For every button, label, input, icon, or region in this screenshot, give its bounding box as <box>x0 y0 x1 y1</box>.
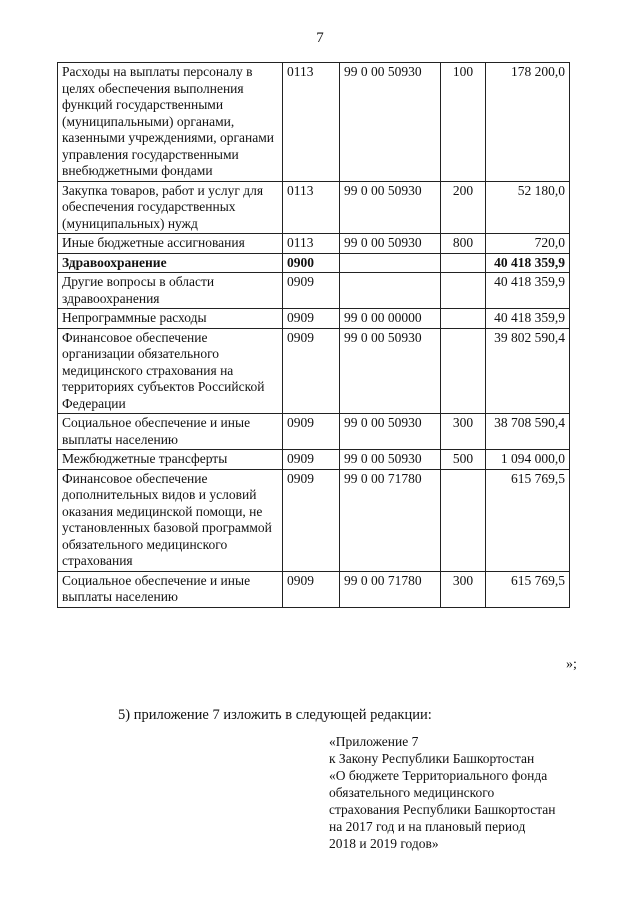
amount-cell: 178 200,0 <box>486 63 570 182</box>
item-name-cell: Иные бюджетные ассигнования <box>58 234 283 254</box>
item-name-cell: Межбюджетные трансферты <box>58 450 283 470</box>
section-code-cell: 0113 <box>283 234 340 254</box>
expense-type-cell: 300 <box>441 571 486 607</box>
appendix-header-line: «Приложение 7 <box>329 734 419 749</box>
amount-cell: 40 418 359,9 <box>486 253 570 273</box>
amount-cell: 40 418 359,9 <box>486 273 570 309</box>
appendix-header-line: к Закону Республики Башкортостан <box>329 751 535 766</box>
target-article-cell: 99 0 00 50930 <box>340 234 441 254</box>
item-name-cell: Другие вопросы в области здравоохранения <box>58 273 283 309</box>
table-row <box>58 234 570 254</box>
target-article-cell: 99 0 00 50930 <box>340 181 441 234</box>
target-article-cell: 99 0 00 50930 <box>340 328 441 414</box>
appendix-header-line: «О бюджете Территориального фонда <box>329 768 548 783</box>
section-code-cell: 0909 <box>283 273 340 309</box>
appendix-header <box>329 733 556 852</box>
instruction-text: 5) приложение 7 изложить в следующей редакции: <box>118 707 432 723</box>
item-name-cell: Финансовое обеспечение дополнительных видов и условий оказания медицинской помощи, не установленных базовой программой обязательного медицинского страхования <box>58 469 283 571</box>
target-article-cell: 99 0 00 50930 <box>340 63 441 182</box>
expense-type-cell <box>441 309 486 329</box>
expense-type-cell <box>441 328 486 414</box>
item-name-cell: Социальное обеспечение и иные выплаты населению <box>58 571 283 607</box>
expense-type-cell <box>441 273 486 309</box>
item-name-cell: Финансовое обеспечение организации обязательного медицинского страхования на территориях субъектов Российской Федерации <box>58 328 283 414</box>
target-article-cell: 99 0 00 71780 <box>340 571 441 607</box>
section-code-cell: 0909 <box>283 571 340 607</box>
appendix-header-line: страхования Республики Башкортостан <box>329 802 556 817</box>
appendix-header-line: обязательного медицинского <box>329 785 495 800</box>
section-code-cell: 0909 <box>283 328 340 414</box>
target-article-cell <box>340 253 441 273</box>
table-row <box>58 328 570 414</box>
amount-cell: 38 708 590,4 <box>486 414 570 450</box>
amount-cell: 615 769,5 <box>486 571 570 607</box>
section-code-cell: 0909 <box>283 469 340 571</box>
section-code-cell: 0909 <box>283 450 340 470</box>
target-article-cell <box>340 273 441 309</box>
table-closing-mark: »; <box>566 657 577 672</box>
target-article-cell: 99 0 00 50930 <box>340 450 441 470</box>
page-number: 7 <box>316 30 324 46</box>
target-article-cell: 99 0 00 71780 <box>340 469 441 571</box>
budget-table <box>57 62 570 608</box>
item-name-cell: Закупка товаров, работ и услуг для обеспечения государственных (муниципальных) нужд <box>58 181 283 234</box>
expense-type-cell: 200 <box>441 181 486 234</box>
target-article-cell: 99 0 00 00000 <box>340 309 441 329</box>
section-code-cell: 0900 <box>283 253 340 273</box>
section-code-cell: 0113 <box>283 63 340 182</box>
item-name-cell: Здравоохранение <box>58 253 283 273</box>
section-code-cell: 0113 <box>283 181 340 234</box>
item-name-cell: Расходы на выплаты персоналу в целях обеспечения выполнения функций государственными (муниципальными) органами, казенными учреждениями, органами управления государственными внебюджетными фондами <box>58 63 283 182</box>
section-code-cell: 0909 <box>283 414 340 450</box>
item-name-cell: Непрограммные расходы <box>58 309 283 329</box>
expense-type-cell: 300 <box>441 414 486 450</box>
amount-cell: 615 769,5 <box>486 469 570 571</box>
expense-type-cell: 800 <box>441 234 486 254</box>
table-row <box>58 181 570 234</box>
appendix-header-line: 2018 и 2019 годов» <box>329 836 439 851</box>
amount-cell: 39 802 590,4 <box>486 328 570 414</box>
item-name-cell: Социальное обеспечение и иные выплаты населению <box>58 414 283 450</box>
target-article-cell: 99 0 00 50930 <box>340 414 441 450</box>
table-row <box>58 309 570 329</box>
expense-type-cell <box>441 469 486 571</box>
amount-cell: 52 180,0 <box>486 181 570 234</box>
section-code-cell: 0909 <box>283 309 340 329</box>
expense-type-cell: 100 <box>441 63 486 182</box>
table-row <box>58 253 570 273</box>
expense-type-cell <box>441 253 486 273</box>
table-row <box>58 450 570 470</box>
table-row <box>58 414 570 450</box>
table-row <box>58 571 570 607</box>
amount-cell: 720,0 <box>486 234 570 254</box>
amount-cell: 1 094 000,0 <box>486 450 570 470</box>
expense-type-cell: 500 <box>441 450 486 470</box>
amount-cell: 40 418 359,9 <box>486 309 570 329</box>
appendix-header-line: на 2017 год и на плановый период <box>329 819 526 834</box>
table-row <box>58 273 570 309</box>
budget-table-body <box>58 63 570 608</box>
table-row <box>58 469 570 571</box>
table-row <box>58 63 570 182</box>
